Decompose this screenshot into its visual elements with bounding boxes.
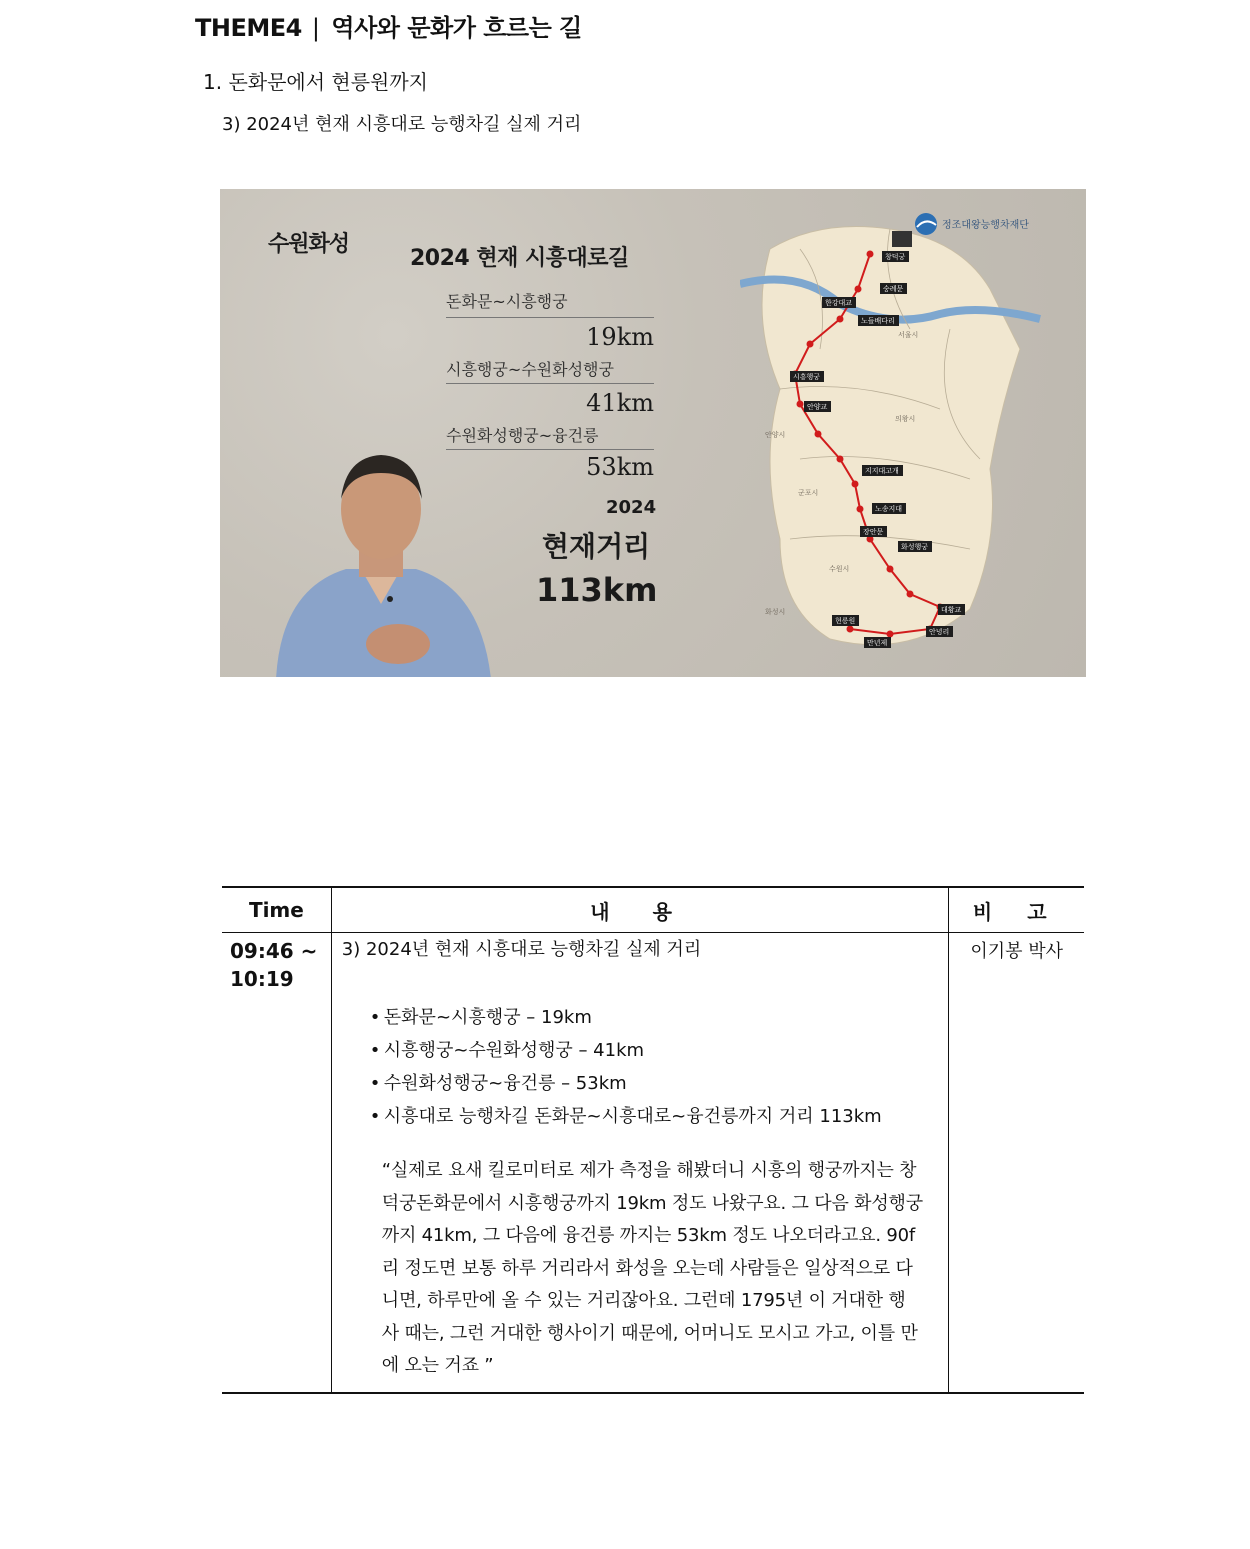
route-divider-1 xyxy=(446,317,654,318)
quote-line: 리 정도면 보통 하루 거리라서 화성을 오는데 사람들은 일상적으로 다 xyxy=(381,1257,913,1279)
svg-text:현릉원: 현릉원 xyxy=(835,617,856,625)
svg-text:군포시: 군포시 xyxy=(798,489,819,497)
route-distance-2: 41km xyxy=(586,389,654,417)
map-place-label xyxy=(829,564,849,573)
svg-text:수원시: 수원시 xyxy=(829,565,850,573)
route-stop-marker xyxy=(887,631,894,638)
route-stop-marker xyxy=(797,401,804,408)
route-stop-marker xyxy=(857,506,864,513)
presenter-figure xyxy=(266,429,496,677)
foundation-name: 정조대왕능행차재단 xyxy=(942,220,1029,231)
map-place-label xyxy=(765,607,785,616)
map-place-label xyxy=(895,414,915,423)
header-content-label: 내 용 xyxy=(590,899,690,924)
quote-block xyxy=(382,1155,941,1383)
list-item: • 시흥행궁~수원화성행궁 – 41km xyxy=(370,1034,949,1067)
map-place-label xyxy=(822,297,856,308)
route-stop-marker xyxy=(852,481,859,488)
route-map xyxy=(740,209,1060,664)
distance-list xyxy=(370,1001,949,1133)
svg-text:화성시: 화성시 xyxy=(765,608,786,616)
svg-text:만년제: 만년제 xyxy=(867,639,888,647)
header-note xyxy=(949,887,1084,933)
header-content xyxy=(331,887,949,933)
map-place-label xyxy=(872,503,906,514)
current-distance-total: 113km xyxy=(536,571,658,609)
header-note-label: 비 고 xyxy=(972,899,1061,924)
section-heading: 1. 돈화문에서 현릉원까지 xyxy=(203,70,428,94)
svg-text:창덕궁: 창덕궁 xyxy=(885,253,906,261)
svg-text:숭례문: 숭례문 xyxy=(883,285,904,293)
quote-line: 에 오는 거죠 ” xyxy=(381,1355,494,1376)
route-label-1: 돈화문~시흥행궁 xyxy=(446,292,568,311)
svg-text:대황교: 대황교 xyxy=(941,606,962,614)
table-row xyxy=(222,933,1084,1394)
map-place-label xyxy=(804,401,831,412)
current-distance-label: 현재거리 xyxy=(542,530,651,563)
quote-line: 사 때는, 그런 거대한 행사이기 때문에, 어머니도 모시고 가고, 이틀 만 xyxy=(381,1322,918,1344)
header-time: Time xyxy=(222,887,331,933)
map-place-label xyxy=(860,526,887,537)
current-year: 2024 xyxy=(606,497,657,518)
theme-separator: | xyxy=(311,14,320,42)
map-place-label xyxy=(790,371,824,382)
note-cell: 이기봉 박사 xyxy=(949,933,1084,1394)
map-place-label xyxy=(765,430,785,439)
svg-text:안양교: 안양교 xyxy=(807,403,828,411)
content-cell xyxy=(331,933,949,1394)
route-stop-marker xyxy=(807,341,814,348)
map-place-label xyxy=(938,604,965,615)
theme-label: THEME4 xyxy=(195,14,302,42)
time-start: 09:46 ~ xyxy=(230,939,318,963)
table-header-row xyxy=(222,887,1084,933)
route-label-3: 수원화성행궁~융건릉 xyxy=(446,426,599,445)
list-item: • 수원화성행궁~융건릉 – 53km xyxy=(370,1067,949,1100)
content-heading: 3) 2024년 현재 시흥대로 능행차길 실제 거리 xyxy=(341,939,702,960)
map-place-label xyxy=(926,626,953,637)
map-place-label xyxy=(862,465,903,476)
svg-text:지지대고개: 지지대고개 xyxy=(865,467,899,475)
map-place-label xyxy=(882,251,909,262)
route-stop-marker xyxy=(847,626,854,633)
program-logo-text: 수원화성 xyxy=(268,231,350,257)
svg-text:의왕시: 의왕시 xyxy=(895,415,916,423)
map-place-label xyxy=(798,489,818,497)
route-stop-marker xyxy=(837,316,844,323)
video-still xyxy=(220,189,1086,677)
map-place-label xyxy=(864,637,891,648)
route-distance-3: 53km xyxy=(586,453,654,481)
svg-text:시흥행궁: 시흥행궁 xyxy=(793,373,821,381)
map-place-label xyxy=(898,541,932,552)
route-stop-marker xyxy=(855,286,862,293)
transcript-table xyxy=(222,886,1084,1394)
route-stop-marker xyxy=(907,591,914,598)
svg-text:노들배다리: 노들배다리 xyxy=(861,317,895,325)
map-place-label xyxy=(880,283,907,294)
svg-text:서울시: 서울시 xyxy=(898,331,919,339)
quote-line: “실제로 요새 킬로미터로 제가 측정을 해봤더니 시흥의 행궁까지는 창 xyxy=(381,1160,917,1181)
route-stop-marker xyxy=(837,456,844,463)
list-item: • 시흥대로 능행차길 돈화문~시흥대로~융건릉까지 거리 113km xyxy=(370,1100,949,1133)
svg-text:노송지대: 노송지대 xyxy=(875,505,903,513)
route-divider-2 xyxy=(446,383,654,384)
map-place-label xyxy=(832,615,859,626)
route-stop-marker xyxy=(887,566,894,573)
svg-text:화성행궁: 화성행궁 xyxy=(901,543,929,551)
quote-line: 니면, 하루만에 올 수 있는 거리잖아요. 그런데 1795년 이 거대한 행 xyxy=(381,1290,906,1311)
program-logo xyxy=(268,215,378,265)
theme-header xyxy=(195,8,582,43)
map-place-label xyxy=(858,315,899,326)
route-stop-marker xyxy=(815,431,822,438)
svg-text:안녕리: 안녕리 xyxy=(929,628,950,636)
time-end: 10:19 xyxy=(230,967,294,991)
quote-line: 까지 41km, 그 다음에 융건릉 까지는 53km 정도 나오더라고요. 90f xyxy=(381,1225,916,1246)
svg-text:장안문: 장안문 xyxy=(863,528,884,536)
route-distance-1: 19km xyxy=(586,323,654,351)
svg-text:안양시: 안양시 xyxy=(765,431,786,439)
svg-text:한강대교: 한강대교 xyxy=(825,299,853,307)
quote-line: 덕궁돈화문에서 시흥행궁까지 19km 정도 나왔구요. 그 다음 화성행궁 xyxy=(381,1192,923,1214)
route-label-2: 시흥행궁~수원화성행궁 xyxy=(446,360,614,379)
video-title: 2024 현재 시흥대로길 xyxy=(410,246,629,271)
route-stop-marker xyxy=(867,251,874,258)
list-item: • 돈화문~시흥행궁 – 19km xyxy=(370,1001,949,1034)
subsection-heading: 3) 2024년 현재 시흥대로 능행차길 실제 거리 xyxy=(222,114,582,135)
time-cell xyxy=(222,933,331,1394)
theme-title: 역사와 문화가 흐르는 길 xyxy=(331,14,582,42)
map-place-label xyxy=(898,330,918,339)
